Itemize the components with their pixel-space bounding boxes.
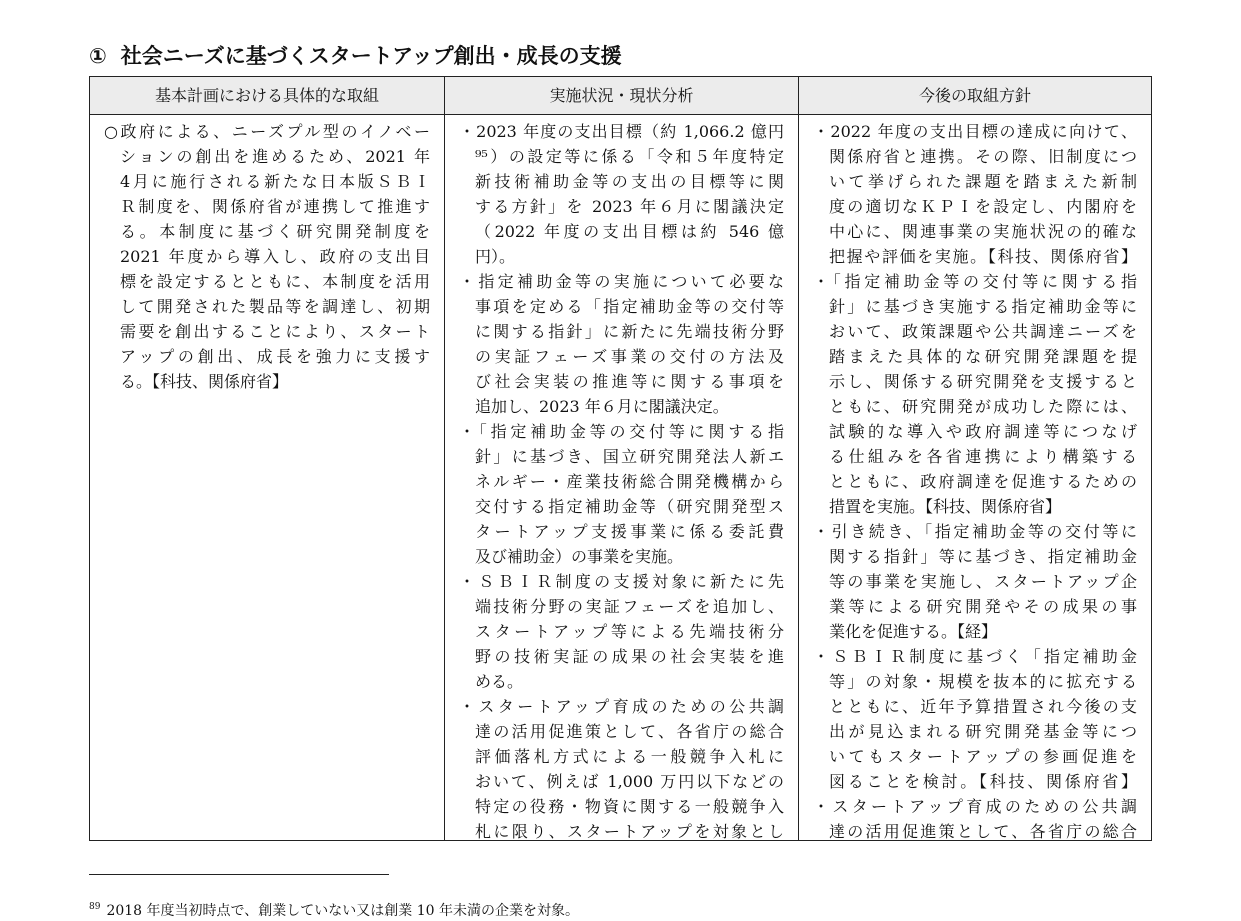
cell-text-line: 達の活用促進策として、各省庁の総合 xyxy=(829,822,1137,840)
cell-text-line: 特定の役務・物資に関する一般競争入 xyxy=(475,797,784,816)
cell-text-line: 評価落札方式による一般競争入札に xyxy=(475,747,784,766)
cell-text-line: （2022 年度の支出目標は約 546 億 xyxy=(475,222,784,241)
cell-text-line: 試験的な導入や政府調達等につなげ xyxy=(829,422,1137,441)
cell-text-line: ・スタートアップ育成のための公共調 xyxy=(459,697,784,716)
cell-text-line: める。 xyxy=(475,672,524,691)
cell-text-line: 端技術分野の実証フェーズを追加し、 xyxy=(475,597,784,616)
cell-text-line: ・「指定補助金等の交付等に関する指 xyxy=(813,272,1137,291)
policy-table xyxy=(89,76,1152,841)
footnote-marker: 89 xyxy=(89,902,101,912)
cell-text-line: の実証フェーズ事業の交付の方法及 xyxy=(475,347,784,366)
section-number: ① xyxy=(89,44,107,68)
cell-text-line: 達の活用促進策として、各省庁の総合 xyxy=(475,722,784,741)
cell-text-line: ・2022 年度の支出目標の達成に向けて、 xyxy=(813,122,1137,141)
cell-text-line: ネルギー・産業技術総合開発機構から xyxy=(475,472,784,491)
cell-text-line: 中心に、関連事業の実施状況の的確な xyxy=(829,222,1137,241)
column-header-plan: 基本計画における具体的な取組 xyxy=(90,77,444,115)
cell-text-line: 示し、関係する研究開発を支援すると xyxy=(829,372,1137,391)
cell-text-line: る。【科技、関係府省】 xyxy=(120,372,289,391)
cell-status xyxy=(444,115,798,840)
cell-text-line: ・指定補助金等の実施について必要な xyxy=(459,272,784,291)
cell-text-line: いてもスタートアップの参画促進を xyxy=(829,747,1137,766)
cell-text-line: おいて、例えば 1,000 万円以下などの xyxy=(475,772,784,791)
cell-text-line: 把握や評価を実施。【科技、関係府省】 xyxy=(829,247,1137,266)
cell-text-line: 事項を定める「指定補助金等の交付等 xyxy=(475,297,784,316)
cell-text-line: ともに、研究開発が成功した際には、 xyxy=(829,397,1137,416)
footnote-rule xyxy=(89,874,389,875)
column-header-future: 今後の取組方針 xyxy=(798,77,1151,115)
column-header-status: 実施状況・現状分析 xyxy=(444,77,798,115)
cell-text-line: 等」の対象・規模を抜本的に拡充する xyxy=(829,672,1137,691)
cell-text-line: 業等による研究開発やその成果の事 xyxy=(829,597,1137,616)
cell-text-line: とともに、近年予算措置され今後の支 xyxy=(829,697,1137,716)
cell-text-line: 踏まえた具体的な研究開発課題を提 xyxy=(829,347,1137,366)
cell-text-line: 野の技術実証の成果の社会実装を進 xyxy=(475,647,784,666)
cell-text-line: 交付する指定補助金等（研究開発型ス xyxy=(475,497,784,516)
cell-text-line: 需要を創出することにより、スタート xyxy=(120,322,430,341)
cell-text-line: ・スタートアップ育成のための公共調 xyxy=(813,797,1137,816)
cell-text-line: する方針」を 2023 年６月に閣議決定 xyxy=(475,197,784,216)
cell-text-line: ・「指定補助金等の交付等に関する指 xyxy=(459,422,784,441)
cell-text-line: び社会実装の推進等に関する事項を xyxy=(475,372,784,391)
cell-text-line: 出が見込まれる研究開発基金等につ xyxy=(829,722,1137,741)
cell-text-line: 図ることを検討。【科技、関係府省】 xyxy=(829,772,1137,791)
cell-text-line: 追加し、2023 年６月に閣議決定。 xyxy=(475,397,729,416)
cell-text-line: ・引き続き、「指定補助金等の交付等に xyxy=(813,522,1137,541)
section-heading xyxy=(89,40,622,72)
cell-text-line: 4月に施行される新たな日本版ＳＢＩ xyxy=(120,172,430,191)
cell-text-line: 業化を促進する。【経】 xyxy=(829,622,998,641)
cell-text-line: アップの創出、成長を強力に支援す xyxy=(120,347,430,366)
footnote xyxy=(89,897,579,921)
cell-text-line: 新技術補助金等の支出の目標等に関 xyxy=(475,172,784,191)
cell-text-line: ・2023 年度の支出目標（約 1,066.2 億円 xyxy=(459,122,784,141)
cell-text-line: 及び補助金）の事業を実施。 xyxy=(475,547,684,566)
cell-future xyxy=(798,115,1151,840)
cell-text-line: スタートアップ等による先端技術分 xyxy=(475,622,784,641)
section-title: 社会ニーズに基づくスタートアップ創出・成長の支援 xyxy=(120,44,622,68)
cell-text-line: 等の事業を実施し、スタートアップ企 xyxy=(829,572,1137,591)
cell-text-line: Ｒ制度を、関係府省が連携して推進す xyxy=(120,197,430,216)
cell-text-line: 円）。 xyxy=(475,247,516,266)
cell-text-line: して開発された製品等を調達し、初期 xyxy=(120,297,430,316)
cell-text-line: 札に限り、スタートアップを対象とし xyxy=(475,822,784,840)
cell-text-line: 措置を実施。【科技、関係府省】 xyxy=(829,497,1062,516)
footnote-text: 2018 年度当初時点で、創業していない又は創業 10 年未満の企業を対象。 xyxy=(106,903,579,919)
cell-text-line: タートアップ支援事業に係る委託費 xyxy=(475,522,784,541)
cell-text-line: ⁹⁵）の設定等に係る「令和５年度特定 xyxy=(475,147,784,166)
cell-text-line: 関する指針」等に基づき、指定補助金 xyxy=(829,547,1137,566)
cell-text-line: いて挙げられた課題を踏まえた新制 xyxy=(829,172,1137,191)
cell-text-line: おいて、政策課題や公共調達ニーズを xyxy=(829,322,1137,341)
cell-text-line: に関する指針」に新たに先端技術分野 xyxy=(475,322,784,341)
cell-text-line: る仕組みを各省連携により構築する xyxy=(829,447,1137,466)
cell-text-line: 2021 年度から導入し、政府の支出目 xyxy=(120,247,430,266)
cell-plan xyxy=(90,115,444,840)
cell-text-line: ・ＳＢＩＲ制度の支援対象に新たに先 xyxy=(459,572,784,591)
cell-text-line: ○政府による、ニーズプル型のイノベー xyxy=(104,122,430,141)
cell-text-line: る。本制度に基づく研究開発制度を xyxy=(120,222,430,241)
cell-text-line: 標を設定するとともに、本制度を活用 xyxy=(120,272,430,291)
cell-text-line: 針」に基づき実施する指定補助金等に xyxy=(829,297,1137,316)
cell-text-line: 度の適切なＫＰＩを設定し、内閣府を xyxy=(829,197,1137,216)
cell-text-line: とともに、政府調達を促進するための xyxy=(829,472,1137,491)
cell-text-line: ションの創出を進めるため、2021 年 xyxy=(120,147,430,166)
cell-text-line: 関係府省と連携。その際、旧制度につ xyxy=(829,147,1137,166)
cell-text-line: 針」に基づき、国立研究開発法人新エ xyxy=(475,447,784,466)
cell-text-line: ・ＳＢＩＲ制度に基づく「指定補助金 xyxy=(813,647,1137,666)
